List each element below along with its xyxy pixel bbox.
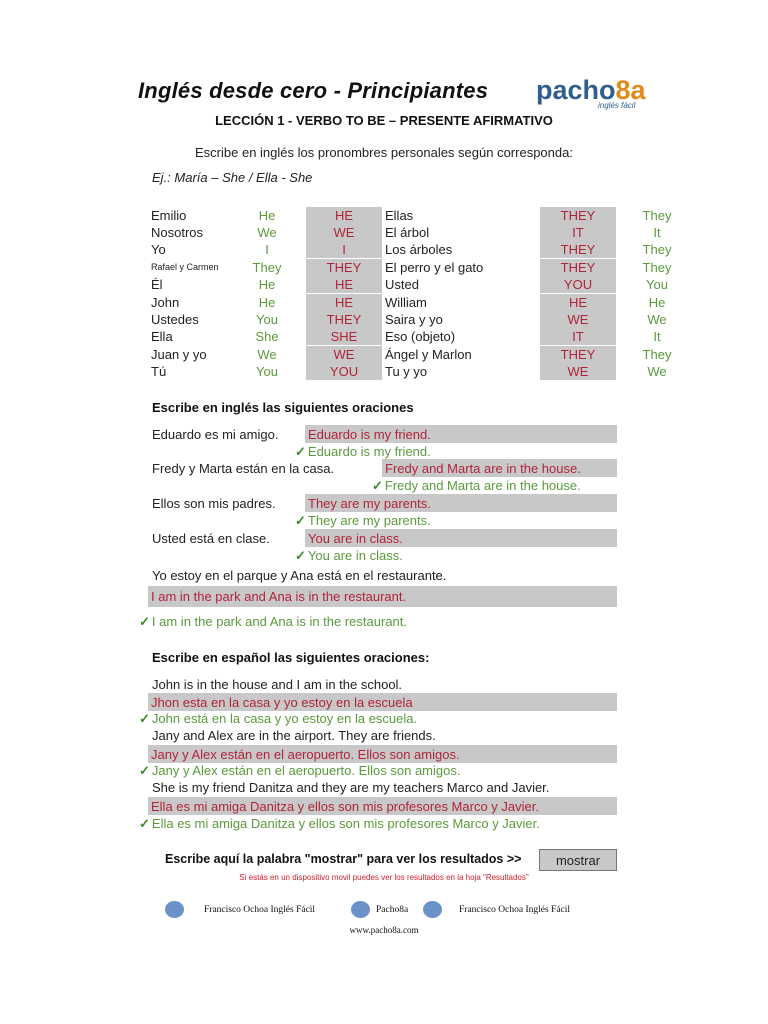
lesson-title: LECCIÓN 1 - VERBO TO BE – PRESENTE AFIRMATIVO [215, 113, 553, 128]
pronoun-spanish: Tú [151, 364, 167, 379]
pronoun-correct: She [255, 329, 279, 344]
correct-answer: ✓ Jany y Alex están en el aeropuerto. Ellos son amigos. [139, 763, 461, 778]
pronoun-correct: They [642, 347, 672, 362]
sentence-prompt: Fredy y Marta están en la casa. [152, 461, 335, 476]
pronoun-correct: I [265, 242, 269, 257]
pronoun-response[interactable]: THEY [540, 346, 616, 363]
response-field[interactable]: Ella es mi amiga Danitza y ellos son mis profesores Marco y Javier. [148, 797, 617, 816]
pronoun-spanish: Yo [151, 242, 166, 257]
pronoun-response[interactable]: IT [540, 328, 616, 345]
sentence-prompt: Jany and Alex are in the airport. They are friends. [152, 728, 436, 743]
pronoun-spanish: El perro y el gato [385, 260, 484, 275]
pronoun-response[interactable]: YOU [540, 276, 616, 293]
sentence-prompt: John is in the house and I am in the school. [152, 677, 403, 692]
correct-answer: ✓ I am in the park and Ana is in the restaurant. [139, 614, 407, 629]
pronoun-response[interactable]: IT [540, 224, 616, 241]
section-english-heading: Escribe en inglés las siguientes oraciones [152, 400, 414, 415]
sentence-prompt: Ellos son mis padres. [152, 496, 276, 511]
social-icon[interactable] [165, 901, 184, 918]
sentence-prompt: Yo estoy en el parque y Ana está en el restaurante. [152, 568, 447, 583]
correct-answer: ✓ They are my parents. [295, 513, 431, 528]
pronoun-response[interactable]: WE [540, 311, 616, 328]
pronoun-correct: He [648, 295, 666, 310]
pronoun-spanish: Emilio [151, 208, 187, 223]
pronoun-response[interactable]: HE [306, 294, 382, 311]
response-field[interactable]: Fredy and Marta are in the house. [382, 459, 617, 478]
check-icon: ✓ [295, 513, 306, 528]
pacho8a-logo [536, 76, 656, 116]
pronoun-response[interactable]: SHE [306, 328, 382, 345]
mobile-note: Si estás en un dispositivo movil puedes ver los resultados en la hoja "Resultados" [239, 873, 529, 882]
correct-answer: ✓ Ella es mi amiga Danitza y ellos son mis profesores Marco y Javier. [139, 816, 540, 831]
response-field[interactable]: Jhon esta en la casa y yo estoy en la escuela [148, 693, 617, 712]
pronoun-response[interactable]: THEY [540, 259, 616, 276]
pronoun-spanish: John [151, 295, 180, 310]
section-spanish-heading: Escribe en español las siguientes oraciones: [152, 650, 430, 665]
pronoun-correct: You [256, 364, 278, 379]
pronoun-correct: We [647, 312, 667, 327]
pronoun-spanish: William [385, 295, 427, 310]
pronoun-response[interactable]: THEY [540, 241, 616, 258]
pronoun-response[interactable]: I [306, 241, 382, 258]
pronoun-response[interactable]: THEY [306, 259, 382, 276]
social-link-francisco-ochoa[interactable]: Francisco Ochoa Inglés Fácil [204, 905, 316, 915]
check-icon: ✓ [139, 816, 150, 831]
sentence-prompt: Eduardo es mi amigo. [152, 427, 279, 442]
pronoun-correct: They [252, 260, 282, 275]
pronoun-correct: He [258, 277, 276, 292]
pronoun-spanish: Tu y yo [385, 364, 428, 379]
pronoun-spanish: Usted [385, 277, 419, 292]
pronoun-spanish: Ella [151, 329, 173, 344]
pronoun-response[interactable]: WE [540, 363, 616, 380]
correct-answer: ✓ Fredy and Marta are in the house. [372, 478, 581, 493]
pronoun-correct: We [257, 225, 277, 240]
website-link[interactable]: www.pacho8a.com [349, 925, 419, 935]
check-icon: ✓ [139, 763, 150, 778]
pronoun-response[interactable]: YOU [306, 363, 382, 380]
pronoun-instruction: Escribe en inglés los pronombres personales según corresponda: [195, 145, 573, 160]
pronoun-response[interactable]: THEY [540, 207, 616, 224]
pronoun-response[interactable]: HE [540, 294, 616, 311]
response-field[interactable]: Eduardo is my friend. [305, 425, 617, 444]
social-icon[interactable] [351, 901, 370, 918]
pronoun-response[interactable]: WE [306, 346, 382, 363]
response-field[interactable]: You are in class. [305, 529, 617, 548]
social-icon[interactable] [423, 901, 442, 918]
correct-answer: ✓ You are in class. [295, 548, 403, 563]
pronoun-correct: It [653, 225, 661, 240]
show-results-input[interactable]: mostrar [539, 849, 617, 871]
pronoun-correct: We [257, 347, 277, 362]
check-icon: ✓ [295, 444, 306, 459]
pronoun-spanish: Ustedes [151, 312, 199, 327]
pronoun-correct: They [642, 242, 672, 257]
logo-number: 8a [615, 75, 646, 105]
check-icon: ✓ [139, 614, 150, 629]
social-link-pacho8a[interactable]: Pacho8a [376, 905, 409, 915]
social-link-francisco-ochoa[interactable]: Francisco Ochoa Inglés Fácil [459, 905, 571, 915]
check-icon: ✓ [139, 711, 150, 726]
correct-answer: ✓ John está en la casa y yo estoy en la escuela. [139, 711, 418, 726]
pronoun-correct: They [642, 260, 672, 275]
pronoun-spanish: Ellas [385, 208, 414, 223]
pronoun-correct: You [646, 277, 668, 292]
pronoun-spanish: Los árboles [385, 242, 453, 257]
pronoun-spanish: Rafael y Carmen [151, 262, 219, 272]
pronoun-spanish: Saira y yo [385, 312, 443, 327]
pronoun-correct: They [642, 208, 672, 223]
pronoun-response[interactable]: HE [306, 207, 382, 224]
pronoun-spanish: Él [151, 277, 163, 292]
logo-text: pacho [536, 75, 616, 105]
pronoun-spanish: Eso (objeto) [385, 329, 456, 344]
check-icon: ✓ [295, 548, 306, 563]
sentence-prompt: Usted está en clase. [152, 531, 270, 546]
sentence-prompt: She is my friend Danitza and they are my teachers Marco and Javier. [152, 780, 550, 795]
response-field[interactable]: They are my parents. [305, 494, 617, 513]
check-icon: ✓ [372, 478, 383, 493]
pronoun-spanish: El árbol [385, 225, 430, 240]
pronoun-spanish: Nosotros [151, 225, 204, 240]
pronoun-correct: He [258, 295, 276, 310]
pronoun-correct: It [653, 329, 661, 344]
correct-answer: ✓ Eduardo is my friend. [295, 444, 431, 459]
pronoun-correct: You [256, 312, 278, 327]
pronoun-correct: We [647, 364, 667, 379]
pronoun-response[interactable]: THEY [306, 311, 382, 328]
pronoun-correct: He [258, 208, 276, 223]
pronoun-response[interactable]: WE [306, 224, 382, 241]
pronoun-spanish: Ángel y Marlon [385, 347, 472, 362]
show-results-prompt: Escribe aquí la palabra "mostrar" para ver los resultados >> [165, 852, 522, 866]
logo-tagline: inglés fácil [598, 101, 636, 110]
pronoun-response[interactable]: HE [306, 276, 382, 293]
page-title: Inglés desde cero - Principiantes [138, 78, 489, 103]
pronoun-spanish: Juan y yo [151, 347, 207, 362]
response-field[interactable]: I am in the park and Ana is in the restaurant. [148, 586, 617, 608]
pronoun-example: Ej.: María – She / Ella - She [152, 170, 313, 185]
response-field[interactable]: Jany y Alex están en el aeropuerto. Ellos son amigos. [148, 745, 617, 764]
